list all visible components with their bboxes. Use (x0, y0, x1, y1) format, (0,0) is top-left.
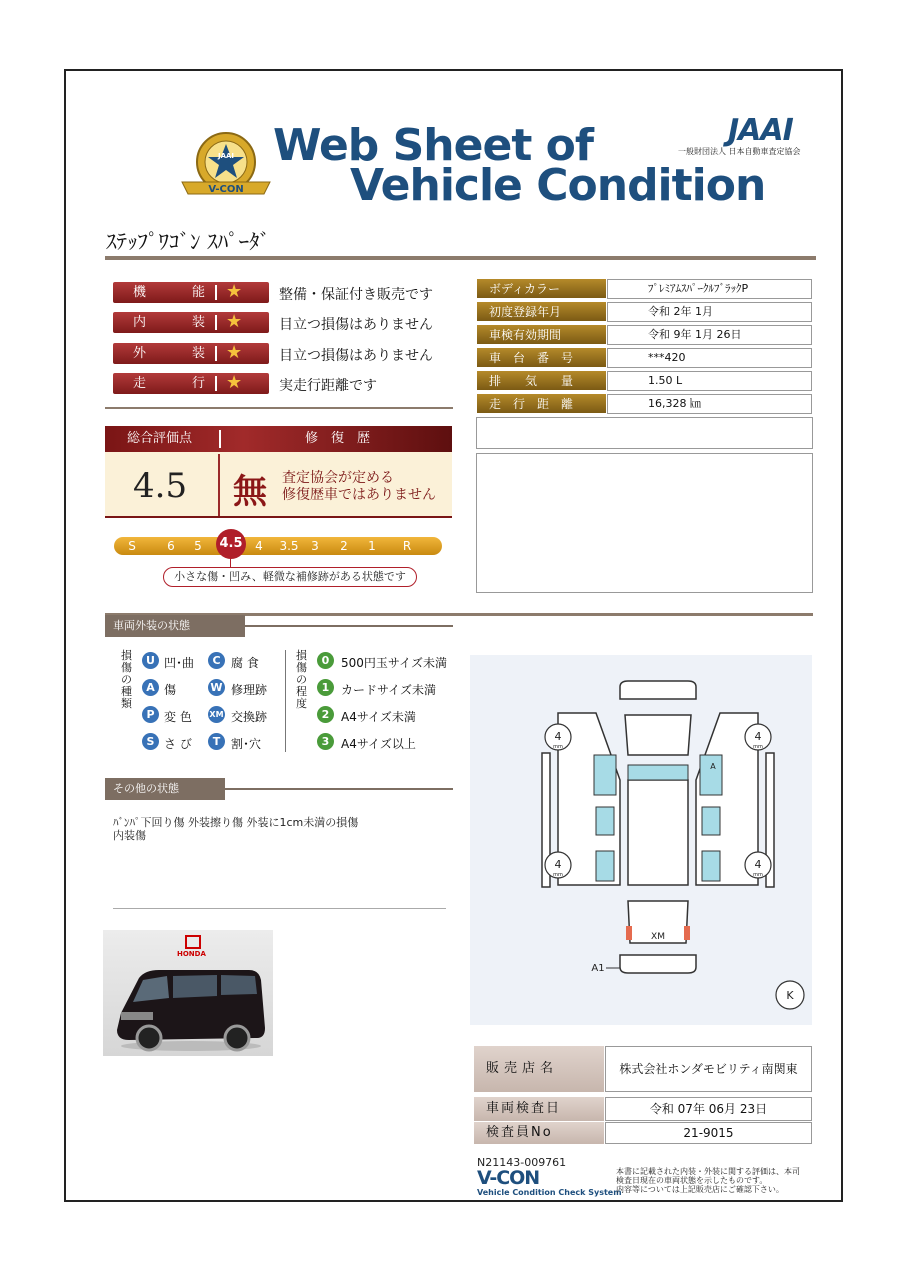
eval-divider (105, 407, 453, 409)
total-score: 4.5 (133, 466, 188, 506)
honda-brand: HONDA (177, 950, 206, 958)
tire-mark-fl: 4 (554, 730, 562, 743)
eval-text: 整備・保証付き販売です (279, 287, 433, 303)
rank-mark: R (402, 539, 412, 553)
spec-label: 走 行 距 離 (477, 394, 606, 414)
footer-note (616, 1167, 800, 1194)
damage-mark-a: A (710, 762, 716, 771)
notes-box (476, 453, 813, 593)
spec-value: 令和 9年 1月 26日 (607, 325, 812, 345)
rank-mark: 6 (167, 539, 175, 553)
spec-label: 車検有効期間 (477, 325, 606, 345)
other-rule (113, 908, 446, 909)
other-condition-line1: ﾊﾞﾝﾊﾟ下回り傷 外装擦り傷 外装に1cm未満の損傷 (113, 816, 359, 829)
rank-mark: 1 (368, 539, 376, 553)
eval-row-exterior (113, 343, 269, 364)
rank-mark: 2 (340, 539, 348, 553)
score-header (105, 426, 452, 452)
legend-code: XM (208, 706, 225, 723)
org-name: 一般財団法人 日本自動車査定協会 (678, 147, 801, 156)
section-rule (225, 788, 453, 790)
eval-label: 外 装 (133, 346, 205, 361)
spec-label: 初度登録年月 (477, 302, 606, 322)
repair-history-mark: 無 (233, 472, 267, 512)
eval-label: 内 装 (133, 315, 205, 330)
eval-row-function (113, 282, 269, 303)
tire-mark-fr: 4 (754, 730, 762, 743)
eval-text: 目立つ損傷はありません (279, 317, 433, 333)
seal-mark: JAAI (217, 152, 235, 160)
rank-mark: 3 (311, 539, 319, 553)
divider (219, 430, 221, 448)
degree-code: 0 (317, 652, 334, 669)
shop-name-label: 販売店名 (474, 1046, 604, 1092)
spec-label: ボディカラー (477, 279, 606, 299)
spec-value: 16,328 ㎞ (607, 394, 812, 414)
eval-row-mileage (113, 373, 269, 394)
title-line1: Web Sheet of (273, 120, 594, 171)
divider (215, 285, 217, 300)
rank-mark: 3.5 (279, 539, 299, 553)
spec-label: 車 台 番 号 (477, 348, 606, 368)
spec-value: 令和 2年 1月 (607, 302, 812, 322)
damage-mark-a1: A1 (591, 963, 605, 974)
degree-code: 3 (317, 733, 334, 750)
diagram-type-mark: K (786, 989, 794, 1002)
rank-selected: 4.5 (216, 529, 246, 559)
legend-label: 腐 食 (231, 656, 259, 670)
rank-mark: 4 (255, 539, 263, 553)
degree-label: A4サイズ未満 (341, 710, 416, 724)
degree-label: A4サイズ以上 (341, 737, 416, 751)
title-line2: Vehicle Condition (350, 160, 766, 211)
vcon-brand: V-CON (477, 1167, 540, 1189)
document-number: N21143-009761 (477, 1156, 567, 1169)
repair-history-label: 修 復 歴 (305, 431, 371, 446)
car-name: ｽﾃｯﾌﾟﾜｺﾞﾝ ｽﾊﾟｰﾀﾞ (106, 230, 271, 254)
shop-name-value: 株式会社ホンダモビリティ南関東 (605, 1046, 812, 1092)
spec-value: 1.50 L (607, 371, 812, 391)
damage-type-label: 損傷の種類 (121, 649, 132, 710)
legend-code: T (208, 733, 225, 750)
tire-unit: mm (553, 744, 563, 750)
footer-note-line1: 本書に記載された内装・外装に関する評価は、本司 (616, 1167, 800, 1176)
damage-mark-xm: XM (651, 932, 665, 942)
star-icon: ★ (226, 281, 243, 302)
spec-value: ﾌﾟﾚﾐｱﾑｽﾊﾟｰｸﾙﾌﾞﾗｯｸP (607, 279, 812, 299)
legend-code: A (142, 679, 159, 696)
vcon-brand-sub: Vehicle Condition Check System (477, 1188, 622, 1197)
honda-logo-icon (185, 935, 201, 949)
inspector-label: 検査員No (474, 1122, 604, 1144)
spec-label: 排 気 量 (477, 371, 606, 391)
total-score-label: 総合評価点 (127, 431, 193, 446)
eval-label: 走 行 (133, 376, 205, 391)
vehicle-outline-icon (470, 655, 812, 1025)
degree-label: 500円玉サイズ未満 (341, 656, 447, 670)
divider (215, 315, 217, 330)
legend-label: 変 色 (164, 710, 192, 724)
divider (215, 376, 217, 391)
eval-label: 機 能 (133, 285, 205, 300)
seal-label: V-CON (208, 184, 244, 195)
spec-extra-box (476, 417, 813, 449)
damage-degree-label: 損傷の程度 (296, 649, 307, 710)
tire-unit: mm (553, 872, 563, 878)
legend-label: 凹･曲 (164, 656, 195, 670)
tire-mark-rr: 4 (754, 858, 762, 871)
jaai-logo: JAAI (728, 113, 793, 148)
divider (218, 454, 220, 516)
tire-mark-rl: 4 (554, 858, 562, 871)
damage-diagram (470, 655, 812, 1025)
other-condition-line2: 内装傷 (113, 829, 146, 842)
rank-mark: S (128, 539, 136, 553)
inspector-value: 21-9015 (605, 1122, 812, 1144)
legend-label: 修理跡 (231, 683, 268, 697)
repair-history-line1: 査定協会が定める (282, 470, 394, 486)
legend-label: 傷 (164, 683, 177, 697)
degree-label: カードサイズ未満 (341, 683, 437, 697)
rank-mark: 5 (194, 539, 202, 553)
title-divider (105, 256, 816, 260)
inspection-date-value: 令和 07年 06月 23日 (605, 1097, 812, 1121)
rank-note: 小さな傷・凹み、軽微な補修跡がある状態です (163, 567, 417, 587)
degree-code: 1 (317, 679, 334, 696)
tire-unit: mm (753, 744, 763, 750)
eval-text: 目立つ損傷はありません (279, 348, 433, 364)
legend-divider (285, 650, 286, 752)
legend-code: U (142, 652, 159, 669)
vehicle-photo (103, 930, 273, 1056)
legend-code: C (208, 652, 225, 669)
legend-code: S (142, 733, 159, 750)
legend-label: 交換跡 (231, 710, 268, 724)
inspection-date-label: 車両検査日 (474, 1097, 604, 1121)
star-icon: ★ (226, 311, 243, 332)
exterior-section-title: 車両外装の状態 (105, 615, 245, 637)
eval-text: 実走行距離です (279, 378, 377, 394)
minivan-photo-icon (109, 958, 269, 1053)
eval-row-interior (113, 312, 269, 333)
tire-unit: mm (753, 872, 763, 878)
section-rule (245, 625, 453, 627)
footer-note-line3: 内容等については上記販売店にご確認下さい。 (616, 1185, 784, 1194)
legend-label: さ び (164, 737, 192, 751)
legend-code: P (142, 706, 159, 723)
other-section-title: その他の状態 (105, 778, 225, 800)
divider (215, 346, 217, 361)
repair-history-line2: 修復歴車ではありません (282, 487, 436, 503)
footer-note-line2: 検査日現在の車両状態を示したものです。 (616, 1176, 768, 1185)
legend-label: 割･穴 (231, 737, 262, 751)
spec-value: ***420 (607, 348, 812, 368)
degree-code: 2 (317, 706, 334, 723)
star-icon: ★ (226, 342, 243, 363)
vcon-seal-icon (176, 124, 276, 204)
star-icon: ★ (226, 372, 243, 393)
legend-code: W (208, 679, 225, 696)
score-body (105, 452, 452, 518)
